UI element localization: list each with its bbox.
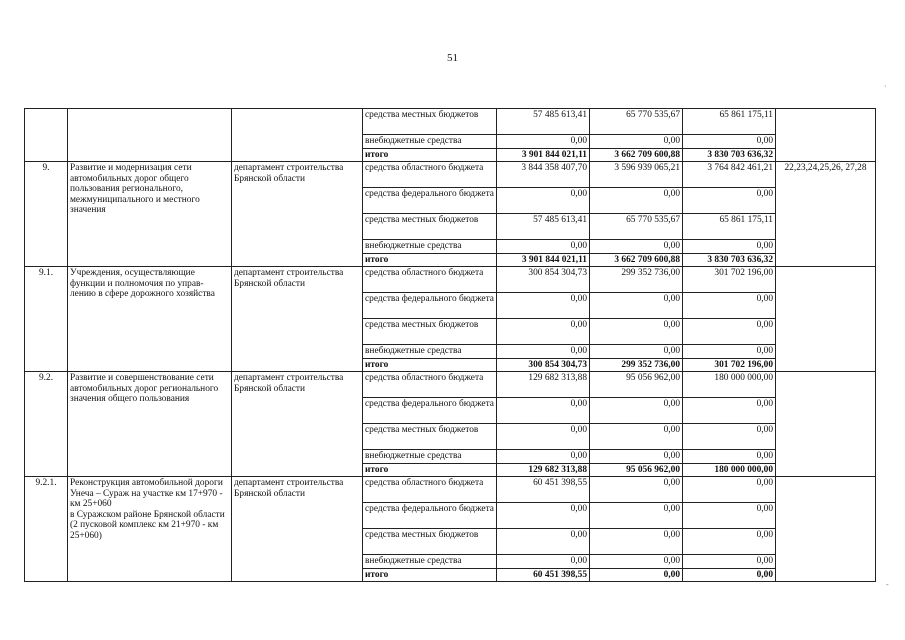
- amount-y2: 3 662 709 600,88: [590, 148, 683, 162]
- scan-mark: -: [886, 580, 889, 589]
- funding-source: итого: [363, 148, 497, 162]
- target-indicators: [776, 267, 876, 372]
- executor: департамент строительства Брянской области: [232, 477, 363, 582]
- amount-y2: 0,00: [590, 135, 683, 149]
- amount-y1: 0,00: [497, 293, 590, 319]
- amount-y3: 0,00: [683, 529, 776, 555]
- amount-y3: 0,00: [683, 424, 776, 450]
- amount-y1: 57 485 613,41: [497, 214, 590, 240]
- amount-y3: 0,00: [683, 135, 776, 149]
- target-indicators: [776, 372, 876, 477]
- amount-y1: 300 854 304,73: [497, 358, 590, 372]
- funding-source: итого: [363, 358, 497, 372]
- funding-source: итого: [363, 253, 497, 267]
- amount-y2: 0,00: [590, 568, 683, 582]
- item-name: Развитие и модернизация сети автомобильных дорог общего пользования регионального, межмуниципального и местного значения: [68, 162, 232, 267]
- amount-y1: 0,00: [497, 345, 590, 359]
- item-number: [25, 109, 68, 162]
- amount-y2: 0,00: [590, 319, 683, 345]
- amount-y2: 0,00: [590, 529, 683, 555]
- amount-y2: 0,00: [590, 555, 683, 569]
- item-number: 9.: [25, 162, 68, 267]
- amount-y2: 0,00: [590, 503, 683, 529]
- scan-mark: ·: [884, 82, 887, 91]
- amount-y3: 0,00: [683, 345, 776, 359]
- page-number: 51: [447, 52, 458, 64]
- target-indicators: [776, 477, 876, 582]
- funding-source: внебюджетные средства: [363, 240, 497, 254]
- amount-y2: 0,00: [590, 240, 683, 254]
- funding-source: внебюджетные средства: [363, 555, 497, 569]
- amount-y3: 3 764 842 461,21: [683, 162, 776, 188]
- amount-y1: 0,00: [497, 398, 590, 424]
- amount-y1: 57 485 613,41: [497, 109, 590, 135]
- funding-source: средства областного бюджета: [363, 372, 497, 398]
- amount-y1: 0,00: [497, 319, 590, 345]
- amount-y3: 3 830 703 636,32: [683, 253, 776, 267]
- amount-y3: 0,00: [683, 503, 776, 529]
- amount-y3: 0,00: [683, 319, 776, 345]
- amount-y1: 129 682 313,88: [497, 372, 590, 398]
- amount-y2: 95 056 962,00: [590, 372, 683, 398]
- funding-source: средства местных бюджетов: [363, 214, 497, 240]
- executor: департамент строительства Брянской области: [232, 162, 363, 267]
- table-row: [25, 267, 876, 293]
- amount-y3: 0,00: [683, 477, 776, 503]
- amount-y3: 65 861 175,11: [683, 214, 776, 240]
- item-name: Реконструкция автомобильной дороги Унеча – Сураж на участке км 17+970 - км 25+060 в Суражском районе Брянской области (2 пусковой комплекс км 21+970 - км 25+060): [68, 477, 232, 582]
- table-row: [25, 162, 876, 188]
- amount-y2: 3 596 939 065,21: [590, 162, 683, 188]
- amount-y3: 180 000 000,00: [683, 372, 776, 398]
- amount-y1: 60 451 398,55: [497, 477, 590, 503]
- amount-y1: 3 901 844 021,11: [497, 148, 590, 162]
- amount-y1: 60 451 398,55: [497, 568, 590, 582]
- executor: департамент строительства Брянской области: [232, 267, 363, 372]
- amount-y2: 0,00: [590, 477, 683, 503]
- amount-y3: 301 702 196,00: [683, 358, 776, 372]
- funding-source: средства федерального бюджета: [363, 398, 497, 424]
- executor: [232, 109, 363, 162]
- amount-y3: 0,00: [683, 450, 776, 464]
- amount-y2: 0,00: [590, 424, 683, 450]
- amount-y1: 3 901 844 021,11: [497, 253, 590, 267]
- funding-source: средства местных бюджетов: [363, 529, 497, 555]
- budget-table: [24, 108, 876, 582]
- amount-y3: 0,00: [683, 240, 776, 254]
- funding-source: средства федерального бюджета: [363, 293, 497, 319]
- amount-y3: 0,00: [683, 555, 776, 569]
- amount-y1: 3 844 358 407,70: [497, 162, 590, 188]
- amount-y2: 65 770 535,67: [590, 109, 683, 135]
- funding-source: средства областного бюджета: [363, 477, 497, 503]
- table-row: [25, 477, 876, 503]
- amount-y2: 65 770 535,67: [590, 214, 683, 240]
- amount-y2: 0,00: [590, 450, 683, 464]
- item-number: 9.2.: [25, 372, 68, 477]
- amount-y1: 0,00: [497, 450, 590, 464]
- funding-source: средства областного бюджета: [363, 162, 497, 188]
- amount-y3: 0,00: [683, 568, 776, 582]
- amount-y3: 3 830 703 636,32: [683, 148, 776, 162]
- amount-y3: 65 861 175,11: [683, 109, 776, 135]
- funding-source: средства областного бюджета: [363, 267, 497, 293]
- item-name: Развитие и совершенствование сети автомобильных дорог регионального значения общего пользования: [68, 372, 232, 477]
- table-row: [25, 372, 876, 398]
- funding-source: средства федерального бюджета: [363, 503, 497, 529]
- funding-source: внебюджетные средства: [363, 345, 497, 359]
- amount-y1: 0,00: [497, 240, 590, 254]
- item-number: 9.2.1.: [25, 477, 68, 582]
- amount-y2: 0,00: [590, 188, 683, 214]
- target-indicators: [776, 109, 876, 162]
- funding-source: средства федерального бюджета: [363, 188, 497, 214]
- funding-source: средства местных бюджетов: [363, 319, 497, 345]
- item-number: 9.1.: [25, 267, 68, 372]
- amount-y1: 0,00: [497, 188, 590, 214]
- item-name: Учреждения, осуществляющие функции и полномочия по управ-лению в сфере дорожного хозяйства: [68, 267, 232, 372]
- amount-y2: 0,00: [590, 345, 683, 359]
- executor: департамент строительства Брянской области: [232, 372, 363, 477]
- amount-y2: 299 352 736,00: [590, 267, 683, 293]
- amount-y1: 300 854 304,73: [497, 267, 590, 293]
- amount-y1: 0,00: [497, 424, 590, 450]
- table-row: [25, 109, 876, 135]
- amount-y3: 180 000 000,00: [683, 463, 776, 477]
- funding-source: средства местных бюджетов: [363, 109, 497, 135]
- amount-y3: 0,00: [683, 188, 776, 214]
- amount-y3: 0,00: [683, 293, 776, 319]
- funding-source: внебюджетные средства: [363, 135, 497, 149]
- target-indicators: 22,23,24,25,26, 27,28: [776, 162, 876, 267]
- amount-y2: 0,00: [590, 293, 683, 319]
- item-name: [68, 109, 232, 162]
- amount-y2: 0,00: [590, 398, 683, 424]
- funding-source: средства местных бюджетов: [363, 424, 497, 450]
- funding-source: внебюджетные средства: [363, 450, 497, 464]
- amount-y1: 129 682 313,88: [497, 463, 590, 477]
- amount-y1: 0,00: [497, 135, 590, 149]
- amount-y1: 0,00: [497, 529, 590, 555]
- amount-y2: 3 662 709 600,88: [590, 253, 683, 267]
- amount-y2: 299 352 736,00: [590, 358, 683, 372]
- amount-y3: 301 702 196,00: [683, 267, 776, 293]
- amount-y1: 0,00: [497, 555, 590, 569]
- funding-source: итого: [363, 463, 497, 477]
- amount-y3: 0,00: [683, 398, 776, 424]
- amount-y2: 95 056 962,00: [590, 463, 683, 477]
- funding-source: итого: [363, 568, 497, 582]
- amount-y1: 0,00: [497, 503, 590, 529]
